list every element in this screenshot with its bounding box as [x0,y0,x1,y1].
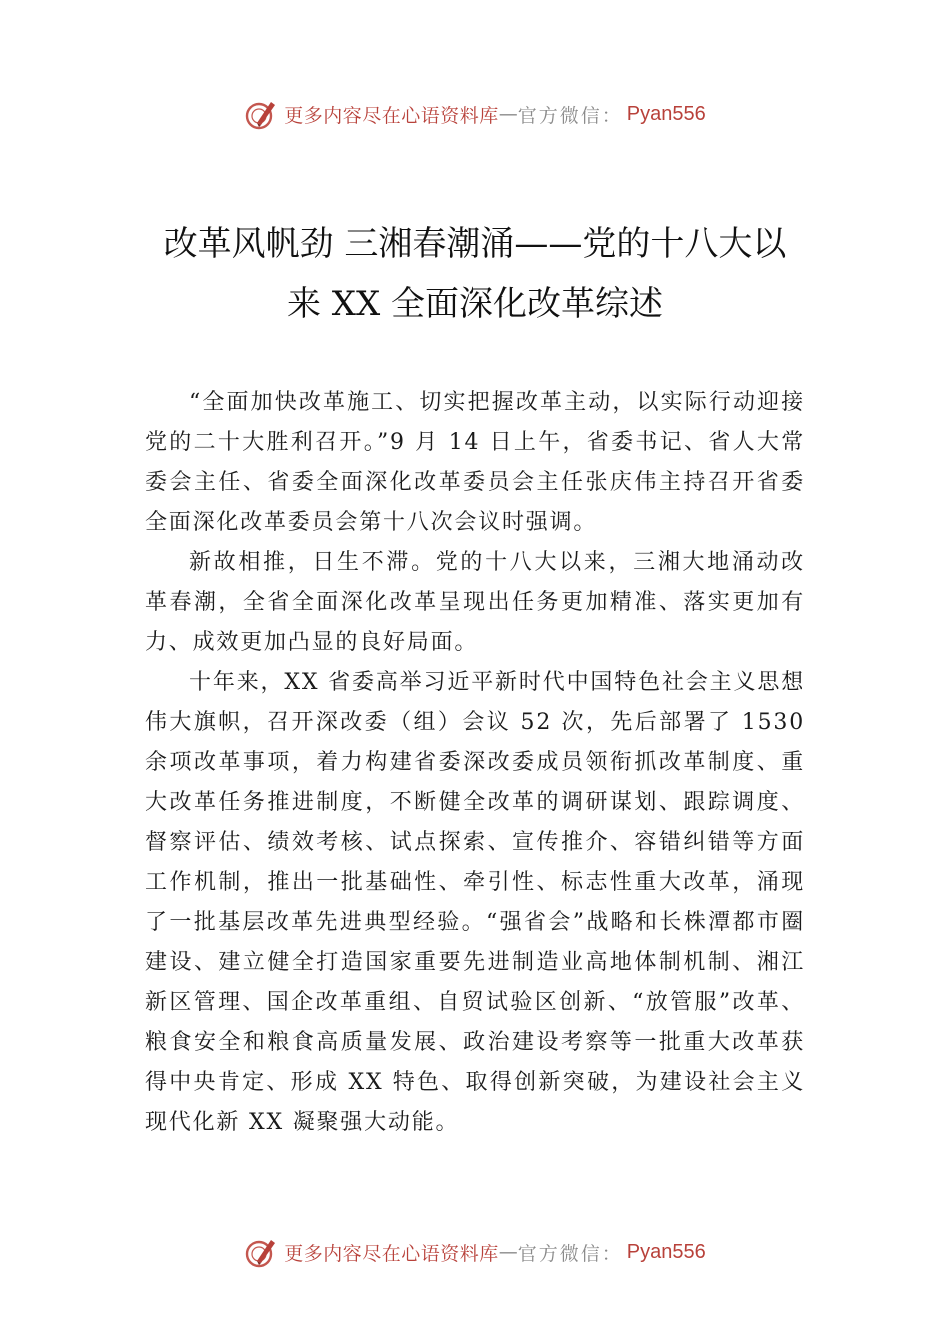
document-body [145,383,805,1143]
wechat-label: 官方微信： [517,1242,623,1265]
header-banner [0,94,950,134]
banner-separator: — [498,103,518,125]
banner-separator: — [498,1241,518,1263]
document-title [90,214,860,334]
wechat-label: 官方微信： [517,104,623,127]
wechat-id: Pyan556 [626,102,706,125]
promo-text: 更多内容尽在心语资料库 [284,104,499,127]
title-line-2: 来 XX 全面深化改革综述 [286,284,664,324]
paragraph: 新故相推，日生不滞。党的十八大以来，三湘大地涌动改革春潮，全省全面深化改革呈现出任务更加精准、落实更加有力、成效更加凸显的良好局面。 [145,550,805,655]
pen-circle-logo-icon [244,1235,278,1269]
pen-circle-logo-icon [244,97,278,131]
paragraph: “全面加快改革施工、切实把握改革主动，以实际行动迎接党的二十大胜利召开。”9 月 14 日上午，省委书记、省人大常委会主任、省委全面深化改革委员会主任张庆伟主持召开省委全面深化改革委员会第十八次会议时强调。 [145,390,805,535]
paragraph: 十年来，XX 省委高举习近平新时代中国特色社会主义思想伟大旗帜，召开深改委（组）会议 52 次，先后部署了 1530 余项改革事项，着力构建省委深改委成员领衔抓改革制度、重大改革任务推进制度，不断健全改革的调研谋划、跟踪调度、督察评估、绩效考核、试点探索、宣传推介、容错纠错等方面工作机制，推出一批基础性、牵引性、标志性重大改革，涌现了一批基层改革先进典型经验。“强省会”战略和长株潭都市圈建设、建立健全打造国家重要先进制造业高地体制机制、湘江新区管理、国企改革重组、自贸试验区创新、“放管服”改革、粮食安全和粮食高质量发展、政治建设考察等一批重大改革获得中央肯定、形成 XX 特色、取得创新突破，为建设社会主义现代化新 XX 凝聚强大动能。 [145,670,805,1135]
footer-banner [0,1232,950,1272]
title-line-1: 改革风帆劲 三湘春潮涌——党的十八大以 [163,224,787,264]
promo-text: 更多内容尽在心语资料库 [284,1242,499,1265]
wechat-id: Pyan556 [626,1240,706,1263]
